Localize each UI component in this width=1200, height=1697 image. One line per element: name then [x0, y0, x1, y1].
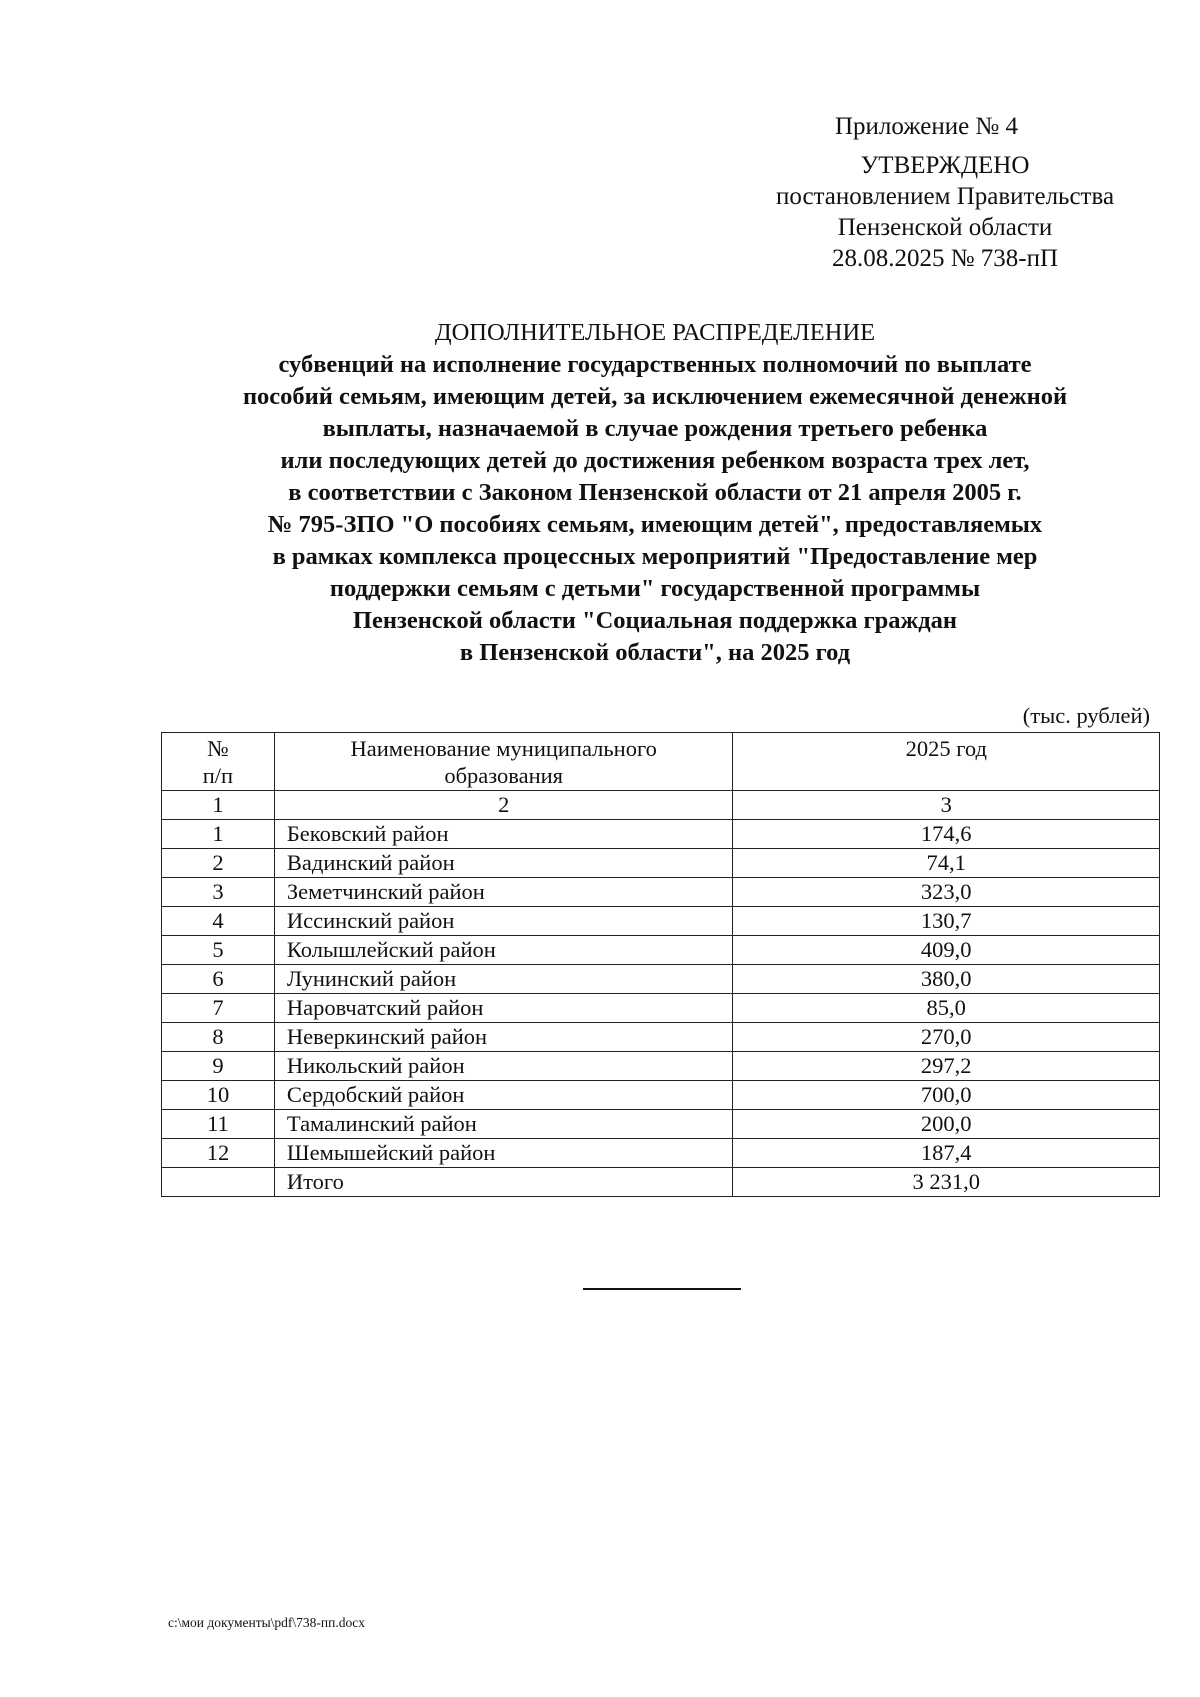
column-number-3: 3: [733, 791, 1160, 820]
row-amount-cell: 74,1: [733, 849, 1160, 878]
table-row: [162, 965, 1160, 994]
header-number: [162, 733, 275, 791]
row-municipality-cell: Тамалинский район: [274, 1110, 733, 1139]
row-number-cell: 11: [162, 1110, 275, 1139]
table-row: [162, 878, 1160, 907]
table-row: [162, 907, 1160, 936]
document-title: [150, 317, 1160, 669]
row-municipality-cell: Бековский район: [274, 820, 733, 849]
approval-date-number: 28.08.2025 № 738-пП: [831, 245, 1059, 272]
file-path-footer: c:\мои документы\pdf\738-пп.docx: [168, 1615, 365, 1630]
title-line: субвенций на исполнение государственных полномочий по выплате: [278, 351, 1032, 378]
row-number-cell: 8: [162, 1023, 275, 1052]
row-number-cell: 5: [162, 936, 275, 965]
units-note: (тыс. рублей): [1022, 703, 1150, 728]
column-numbers-row: [162, 791, 1160, 820]
distribution-table: [161, 732, 1160, 1197]
row-municipality-cell: Наровчатский район: [274, 994, 733, 1023]
column-number-2: 2: [274, 791, 733, 820]
title-line: поддержки семьям с детьми" государственной программы: [329, 575, 981, 602]
table-header: [162, 733, 1160, 820]
row-municipality-cell: Неверкинский район: [274, 1023, 733, 1052]
header-municipality-line2: образования: [444, 763, 564, 788]
title-line: № 795-ЗПО "О пособиях семьям, имеющим детей", предоставляемых: [267, 511, 1043, 538]
row-number-cell: 10: [162, 1081, 275, 1110]
approval-stamp: [755, 150, 1135, 274]
row-number-cell: 9: [162, 1052, 275, 1081]
table-body: [162, 820, 1160, 1197]
row-municipality-cell: Шемышейский район: [274, 1139, 733, 1168]
row-amount-cell: 270,0: [733, 1023, 1160, 1052]
total-row: [162, 1168, 1160, 1197]
row-municipality-cell: Земетчинский район: [274, 878, 733, 907]
row-number-cell: 4: [162, 907, 275, 936]
approval-authority: постановлением Правительства: [775, 183, 1115, 210]
row-amount-cell: 297,2: [733, 1052, 1160, 1081]
title-heading: ДОПОЛНИТЕЛЬНОЕ РАСПРЕДЕЛЕНИЕ: [434, 319, 876, 346]
row-number-cell: 6: [162, 965, 275, 994]
row-amount-cell: 130,7: [733, 907, 1160, 936]
row-municipality-cell: Лунинский район: [274, 965, 733, 994]
title-line: выплаты, назначаемой в случае рождения третьего ребенка: [322, 415, 988, 442]
table-row: [162, 1023, 1160, 1052]
table-row: [162, 1139, 1160, 1168]
header-municipality: [274, 733, 733, 791]
title-line: или последующих детей до достижения ребенком возраста трех лет,: [280, 447, 1030, 474]
row-municipality-cell: Вадинский район: [274, 849, 733, 878]
title-line: пособий семьям, имеющим детей, за исключением ежемесячной денежной: [242, 383, 1068, 410]
row-number-cell: [162, 1168, 275, 1197]
table-row: [162, 1110, 1160, 1139]
row-amount-cell: 700,0: [733, 1081, 1160, 1110]
row-municipality-cell: Никольский район: [274, 1052, 733, 1081]
table-row: [162, 1081, 1160, 1110]
table-row: [162, 936, 1160, 965]
row-municipality-cell: Итого: [274, 1168, 733, 1197]
row-number-cell: 2: [162, 849, 275, 878]
row-municipality-cell: Иссинский район: [274, 907, 733, 936]
header-number-line1: №: [207, 736, 229, 761]
row-amount-cell: 85,0: [733, 994, 1160, 1023]
row-amount-cell: 3 231,0: [733, 1168, 1160, 1197]
title-line: в Пензенской области", на 2025 год: [459, 639, 851, 666]
title-line: в соответствии с Законом Пензенской области от 21 апреля 2005 г.: [288, 479, 1022, 506]
row-amount-cell: 187,4: [733, 1139, 1160, 1168]
approval-label: УТВЕРЖДЕНО: [860, 152, 1030, 179]
table-row: [162, 849, 1160, 878]
row-number-cell: 3: [162, 878, 275, 907]
row-number-cell: 1: [162, 820, 275, 849]
table-row: [162, 820, 1160, 849]
end-separator-line: [583, 1288, 741, 1290]
table-row: [162, 1052, 1160, 1081]
header-row: [162, 733, 1160, 791]
row-amount-cell: 409,0: [733, 936, 1160, 965]
row-municipality-cell: Колышлейский район: [274, 936, 733, 965]
title-line: в рамках комплекса процессных мероприятий "Предоставление мер: [272, 543, 1038, 570]
table-row: [162, 994, 1160, 1023]
header-municipality-line1: Наименование муниципального: [350, 736, 657, 761]
row-amount-cell: 174,6: [733, 820, 1160, 849]
row-amount-cell: 380,0: [733, 965, 1160, 994]
row-number-cell: 7: [162, 994, 275, 1023]
header-year: 2025 год: [733, 733, 1160, 791]
appendix-number: Приложение № 4: [835, 113, 1019, 140]
column-number-1: 1: [162, 791, 275, 820]
approval-region: Пензенской области: [837, 214, 1053, 241]
row-amount-cell: 200,0: [733, 1110, 1160, 1139]
row-amount-cell: 323,0: [733, 878, 1160, 907]
row-municipality-cell: Сердобский район: [274, 1081, 733, 1110]
row-number-cell: 12: [162, 1139, 275, 1168]
header-number-line2: п/п: [202, 763, 234, 788]
title-line: Пензенской области "Социальная поддержка граждан: [352, 607, 958, 634]
